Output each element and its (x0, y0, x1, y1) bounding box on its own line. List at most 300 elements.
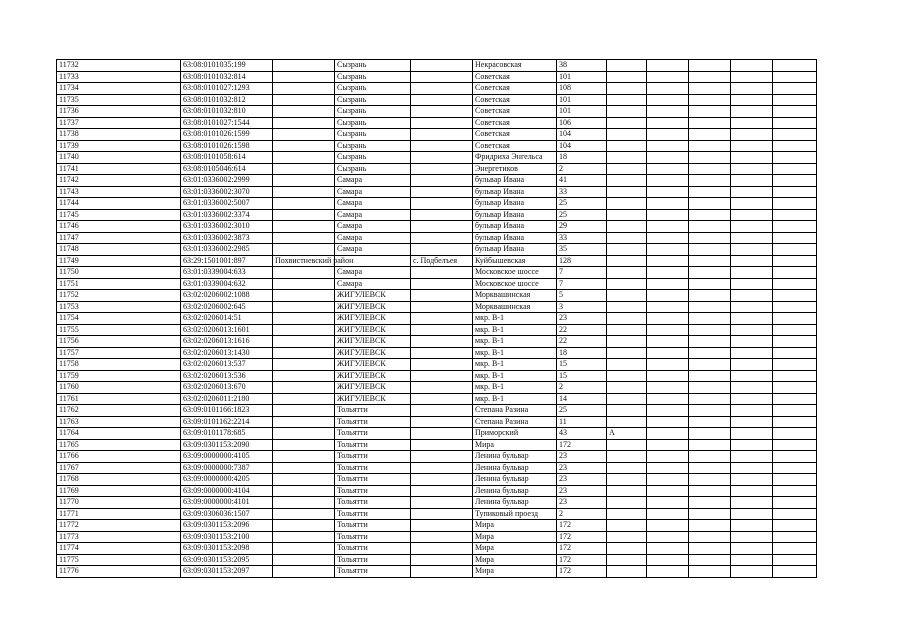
cadastral-number-cell: 63:01:0339004:633 (181, 267, 273, 279)
table-row (57, 543, 817, 555)
house-cell: 15 (557, 370, 607, 382)
empty-cell (731, 451, 773, 463)
street-cell: Советская (473, 129, 557, 141)
cadastral-number-cell: 63:01:0339004:632 (181, 278, 273, 290)
city-cell: ЖИГУЛЕВСК (335, 393, 411, 405)
empty-cell (647, 336, 689, 348)
registry-table-body (57, 60, 817, 578)
settlement-cell (411, 428, 473, 440)
street-cell: Мира (473, 520, 557, 532)
row-number-cell: 11759 (57, 370, 181, 382)
district-cell (273, 554, 335, 566)
settlement-cell (411, 152, 473, 164)
house-cell: 33 (557, 232, 607, 244)
empty-cell (647, 106, 689, 118)
district-cell (273, 278, 335, 290)
house-cell: 18 (557, 347, 607, 359)
settlement-cell (411, 474, 473, 486)
building-cell (607, 94, 647, 106)
settlement-cell (411, 117, 473, 129)
cadastral-number-cell: 63:09:0000000:4104 (181, 485, 273, 497)
city-cell: Тольятти (335, 439, 411, 451)
settlement-cell (411, 209, 473, 221)
cadastral-number-cell: 63:01:0336002:3010 (181, 221, 273, 233)
street-cell: бульвар Ивана (473, 244, 557, 256)
empty-cell (689, 451, 731, 463)
empty-cell (731, 60, 773, 72)
building-cell (607, 186, 647, 198)
empty-cell (647, 543, 689, 555)
street-cell: Приморский (473, 428, 557, 440)
cadastral-number-cell: 63:02:0206002:645 (181, 301, 273, 313)
empty-cell (647, 370, 689, 382)
row-number-cell: 11740 (57, 152, 181, 164)
house-cell: 104 (557, 129, 607, 141)
empty-cell (689, 232, 731, 244)
city-cell: Самара (335, 209, 411, 221)
table-row (57, 152, 817, 164)
empty-cell (731, 416, 773, 428)
empty-cell (689, 370, 731, 382)
cadastral-number-cell: 63:09:0301153:2098 (181, 543, 273, 555)
empty-cell (689, 106, 731, 118)
settlement-cell (411, 382, 473, 394)
empty-cell (773, 140, 817, 152)
table-row (57, 554, 817, 566)
house-cell: 41 (557, 175, 607, 187)
street-cell: Фридриха Энгельса (473, 152, 557, 164)
empty-cell (647, 324, 689, 336)
row-number-cell: 11747 (57, 232, 181, 244)
settlement-cell (411, 543, 473, 555)
empty-cell (773, 428, 817, 440)
cadastral-number-cell: 63:01:0336002:3873 (181, 232, 273, 244)
district-cell (273, 106, 335, 118)
settlement-cell (411, 439, 473, 451)
empty-cell (647, 520, 689, 532)
district-cell (273, 508, 335, 520)
city-cell: Самара (335, 232, 411, 244)
building-cell (607, 313, 647, 325)
row-number-cell: 11760 (57, 382, 181, 394)
empty-cell (647, 186, 689, 198)
empty-cell (731, 290, 773, 302)
empty-cell (689, 117, 731, 129)
street-cell: Ленина бульвар (473, 462, 557, 474)
table-row (57, 94, 817, 106)
empty-cell (689, 186, 731, 198)
empty-cell (647, 83, 689, 95)
house-cell: 22 (557, 324, 607, 336)
house-cell: 101 (557, 106, 607, 118)
empty-cell (773, 543, 817, 555)
empty-cell (773, 370, 817, 382)
empty-cell (647, 209, 689, 221)
empty-cell (689, 313, 731, 325)
table-row (57, 232, 817, 244)
empty-cell (773, 462, 817, 474)
district-cell (273, 370, 335, 382)
cadastral-number-cell: 63:08:0101027:1544 (181, 117, 273, 129)
house-cell: 29 (557, 221, 607, 233)
district-cell (273, 60, 335, 72)
empty-cell (773, 474, 817, 486)
row-number-cell: 11768 (57, 474, 181, 486)
district-cell (273, 428, 335, 440)
empty-cell (773, 60, 817, 72)
table-row (57, 186, 817, 198)
row-number-cell: 11733 (57, 71, 181, 83)
table-row (57, 520, 817, 532)
empty-cell (647, 198, 689, 210)
empty-cell (689, 416, 731, 428)
empty-cell (647, 267, 689, 279)
city-cell: ЖИГУЛЕВСК (335, 313, 411, 325)
empty-cell (647, 232, 689, 244)
empty-cell (689, 301, 731, 313)
settlement-cell (411, 244, 473, 256)
street-cell: Мира (473, 531, 557, 543)
registry-table (56, 59, 817, 578)
cadastral-number-cell: 63:08:0101026:1598 (181, 140, 273, 152)
empty-cell (689, 336, 731, 348)
empty-cell (689, 129, 731, 141)
empty-cell (731, 313, 773, 325)
table-row (57, 255, 817, 267)
house-cell: 2 (557, 508, 607, 520)
empty-cell (731, 336, 773, 348)
empty-cell (647, 508, 689, 520)
empty-cell (731, 129, 773, 141)
street-cell: Мира (473, 566, 557, 578)
empty-cell (731, 393, 773, 405)
settlement-cell (411, 301, 473, 313)
empty-cell (773, 393, 817, 405)
house-cell: 11 (557, 416, 607, 428)
empty-cell (773, 129, 817, 141)
building-cell (607, 209, 647, 221)
cadastral-number-cell: 63:09:0301153:2096 (181, 520, 273, 532)
table-row (57, 336, 817, 348)
house-cell: 25 (557, 405, 607, 417)
city-cell: Тольятти (335, 428, 411, 440)
settlement-cell (411, 106, 473, 118)
table-row (57, 140, 817, 152)
house-cell: 172 (557, 566, 607, 578)
empty-cell (773, 497, 817, 509)
cadastral-number-cell: 63:08:0101026:1599 (181, 129, 273, 141)
empty-cell (647, 485, 689, 497)
building-cell (607, 336, 647, 348)
street-cell: Советская (473, 140, 557, 152)
settlement-cell (411, 451, 473, 463)
row-number-cell: 11772 (57, 520, 181, 532)
house-cell: 2 (557, 163, 607, 175)
empty-cell (647, 71, 689, 83)
empty-cell (731, 244, 773, 256)
empty-cell (731, 221, 773, 233)
empty-cell (731, 543, 773, 555)
city-cell: Самара (335, 267, 411, 279)
district-cell (273, 485, 335, 497)
row-number-cell: 11745 (57, 209, 181, 221)
cadastral-number-cell: 63:01:0336002:2985 (181, 244, 273, 256)
table-row (57, 428, 817, 440)
building-cell (607, 359, 647, 371)
house-cell: 23 (557, 474, 607, 486)
empty-cell (647, 474, 689, 486)
empty-cell (647, 462, 689, 474)
cadastral-number-cell: 63:09:0101178:685 (181, 428, 273, 440)
empty-cell (689, 359, 731, 371)
city-cell: Самара (335, 221, 411, 233)
building-cell (607, 232, 647, 244)
building-cell (607, 267, 647, 279)
settlement-cell (411, 462, 473, 474)
street-cell: бульвар Ивана (473, 198, 557, 210)
empty-cell (689, 83, 731, 95)
district-cell (273, 71, 335, 83)
district-cell (273, 163, 335, 175)
building-cell (607, 508, 647, 520)
street-cell: Ленина бульвар (473, 485, 557, 497)
settlement-cell (411, 232, 473, 244)
building-cell (607, 60, 647, 72)
empty-cell (731, 163, 773, 175)
cadastral-number-cell: 63:02:0206013:537 (181, 359, 273, 371)
house-cell: 172 (557, 543, 607, 555)
empty-cell (731, 370, 773, 382)
empty-cell (689, 474, 731, 486)
empty-cell (773, 347, 817, 359)
row-number-cell: 11743 (57, 186, 181, 198)
house-cell: 18 (557, 152, 607, 164)
empty-cell (647, 255, 689, 267)
table-row (57, 106, 817, 118)
empty-cell (773, 324, 817, 336)
city-cell: Самара (335, 186, 411, 198)
empty-cell (647, 94, 689, 106)
empty-cell (773, 232, 817, 244)
empty-cell (773, 439, 817, 451)
empty-cell (689, 244, 731, 256)
settlement-cell (411, 221, 473, 233)
table-row (57, 347, 817, 359)
street-cell: Мира (473, 543, 557, 555)
district-cell (273, 186, 335, 198)
row-number-cell: 11776 (57, 566, 181, 578)
empty-cell (647, 221, 689, 233)
district-cell (273, 566, 335, 578)
empty-cell (689, 485, 731, 497)
street-cell: мкр. В-1 (473, 313, 557, 325)
empty-cell (731, 83, 773, 95)
settlement-cell (411, 198, 473, 210)
district-cell (273, 301, 335, 313)
empty-cell (647, 382, 689, 394)
empty-cell (689, 255, 731, 267)
district-cell (273, 347, 335, 359)
empty-cell (689, 439, 731, 451)
empty-cell (689, 209, 731, 221)
house-cell: 101 (557, 94, 607, 106)
cadastral-number-cell: 63:02:0206011:2180 (181, 393, 273, 405)
street-cell: Советская (473, 83, 557, 95)
empty-cell (647, 175, 689, 187)
table-row (57, 244, 817, 256)
table-row (57, 462, 817, 474)
cadastral-number-cell: 63:01:0336002:5007 (181, 198, 273, 210)
empty-cell (731, 278, 773, 290)
building-cell (607, 129, 647, 141)
cadastral-number-cell: 63:02:0206013:1616 (181, 336, 273, 348)
empty-cell (689, 543, 731, 555)
settlement-cell (411, 140, 473, 152)
settlement-cell (411, 267, 473, 279)
cadastral-number-cell: 63:02:0206013:536 (181, 370, 273, 382)
house-cell: 101 (557, 71, 607, 83)
cadastral-number-cell: 63:08:0101035:199 (181, 60, 273, 72)
settlement-cell (411, 336, 473, 348)
street-cell: Советская (473, 117, 557, 129)
settlement-cell (411, 290, 473, 302)
building-cell (607, 324, 647, 336)
empty-cell (647, 531, 689, 543)
building-cell (607, 485, 647, 497)
city-cell: Тольятти (335, 508, 411, 520)
settlement-cell (411, 71, 473, 83)
row-number-cell: 11749 (57, 255, 181, 267)
row-number-cell: 11748 (57, 244, 181, 256)
city-cell: Тольятти (335, 485, 411, 497)
row-number-cell: 11761 (57, 393, 181, 405)
house-cell: 108 (557, 83, 607, 95)
building-cell (607, 382, 647, 394)
empty-cell (689, 71, 731, 83)
city-cell: ЖИГУЛЕВСК (335, 370, 411, 382)
city-cell: Тольятти (335, 543, 411, 555)
empty-cell (773, 485, 817, 497)
street-cell: Тупиковый проезд (473, 508, 557, 520)
table-row (57, 198, 817, 210)
cadastral-number-cell: 63:09:0000000:4105 (181, 451, 273, 463)
row-number-cell: 11754 (57, 313, 181, 325)
district-cell: Похвистневский район (273, 255, 335, 267)
empty-cell (689, 290, 731, 302)
row-number-cell: 11774 (57, 543, 181, 555)
house-cell: 35 (557, 244, 607, 256)
district-cell (273, 209, 335, 221)
empty-cell (731, 474, 773, 486)
empty-cell (773, 209, 817, 221)
building-cell (607, 278, 647, 290)
street-cell: Ленина бульвар (473, 497, 557, 509)
settlement-cell (411, 60, 473, 72)
table-row (57, 566, 817, 578)
row-number-cell: 11736 (57, 106, 181, 118)
empty-cell (647, 566, 689, 578)
district-cell (273, 393, 335, 405)
row-number-cell: 11751 (57, 278, 181, 290)
house-cell: 5 (557, 290, 607, 302)
table-row (57, 382, 817, 394)
city-cell: ЖИГУЛЕВСК (335, 290, 411, 302)
settlement-cell (411, 497, 473, 509)
row-number-cell: 11746 (57, 221, 181, 233)
empty-cell (773, 382, 817, 394)
empty-cell (773, 451, 817, 463)
building-cell (607, 117, 647, 129)
table-row (57, 359, 817, 371)
house-cell: 172 (557, 520, 607, 532)
settlement-cell (411, 94, 473, 106)
empty-cell (689, 267, 731, 279)
row-number-cell: 11773 (57, 531, 181, 543)
empty-cell (731, 531, 773, 543)
table-row (57, 416, 817, 428)
empty-cell (773, 520, 817, 532)
house-cell: 33 (557, 186, 607, 198)
street-cell: Советская (473, 106, 557, 118)
building-cell (607, 393, 647, 405)
empty-cell (731, 71, 773, 83)
city-cell: Сызрань (335, 60, 411, 72)
empty-cell (731, 175, 773, 187)
settlement-cell (411, 554, 473, 566)
house-cell: 7 (557, 267, 607, 279)
table-row (57, 221, 817, 233)
empty-cell (689, 221, 731, 233)
empty-cell (773, 163, 817, 175)
city-cell: Сызрань (335, 129, 411, 141)
settlement-cell (411, 359, 473, 371)
street-cell: Московское шоссе (473, 267, 557, 279)
street-cell: Морквашинская (473, 301, 557, 313)
street-cell: мкр. В-1 (473, 370, 557, 382)
empty-cell (689, 405, 731, 417)
city-cell: Тольятти (335, 566, 411, 578)
empty-cell (647, 451, 689, 463)
street-cell: Советская (473, 94, 557, 106)
settlement-cell (411, 485, 473, 497)
district-cell (273, 324, 335, 336)
empty-cell (647, 428, 689, 440)
cadastral-number-cell: 63:02:0206013:1601 (181, 324, 273, 336)
cadastral-number-cell: 63:08:0101032:812 (181, 94, 273, 106)
building-cell (607, 520, 647, 532)
empty-cell (773, 416, 817, 428)
settlement-cell (411, 83, 473, 95)
table-row (57, 117, 817, 129)
settlement-cell (411, 566, 473, 578)
street-cell: Советская (473, 71, 557, 83)
settlement-cell (411, 508, 473, 520)
row-number-cell: 11763 (57, 416, 181, 428)
empty-cell (773, 221, 817, 233)
row-number-cell: 11755 (57, 324, 181, 336)
district-cell (273, 175, 335, 187)
house-cell: 25 (557, 198, 607, 210)
row-number-cell: 11770 (57, 497, 181, 509)
street-cell: Московское шоссе (473, 278, 557, 290)
street-cell: мкр. В-1 (473, 347, 557, 359)
street-cell: мкр. В-1 (473, 336, 557, 348)
city-cell: ЖИГУЛЕВСК (335, 324, 411, 336)
row-number-cell: 11771 (57, 508, 181, 520)
street-cell: бульвар Ивана (473, 209, 557, 221)
cadastral-number-cell: 63:09:0301153:2090 (181, 439, 273, 451)
city-cell: ЖИГУЛЕВСК (335, 301, 411, 313)
